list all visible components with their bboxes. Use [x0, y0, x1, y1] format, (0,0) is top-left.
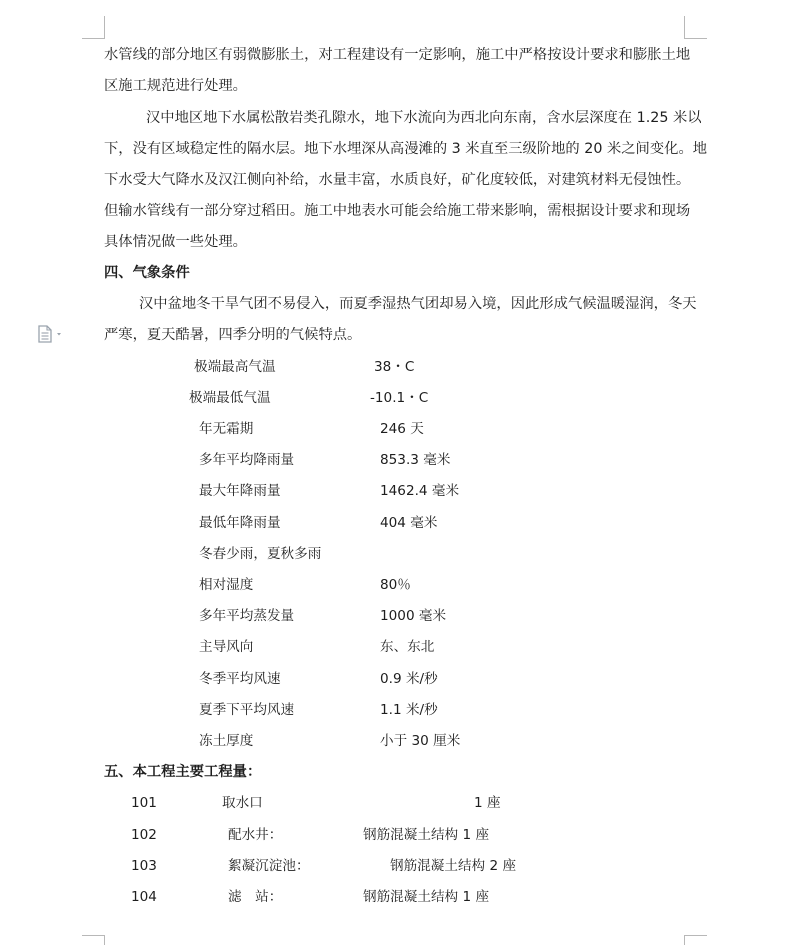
work-detail: 钢筋混凝土结构 1 座: [363, 827, 490, 843]
climate-value: -10.1・C: [370, 390, 429, 406]
climate-value: 38・C: [374, 359, 415, 375]
crop-mark-bottom-left-h: [82, 935, 105, 936]
climate-value: 0.9 米/秒: [380, 671, 438, 687]
climate-value: 东、东北: [380, 639, 435, 655]
crop-mark-top-left-v: [104, 16, 105, 38]
climate-label: 极端最低气温: [189, 390, 271, 406]
work-name: 滤 站：: [228, 889, 283, 905]
paragraph-line: 区施工规范进行处理。: [104, 78, 247, 94]
paragraph-line: 下，没有区域稳定性的隔水层。地下水埋深从高漫滩的 3 米直至三级阶地的 20 米之间变化。地: [104, 141, 708, 157]
work-name: 配水井：: [228, 827, 283, 843]
crop-mark-bottom-left-v: [104, 935, 105, 945]
crop-mark-bottom-right-h: [684, 935, 707, 936]
climate-label: 多年平均蒸发量: [199, 608, 295, 624]
paragraph-line: 但输水管线有一部分穿过稻田。施工中地表水可能会给施工带来影响，需根据设计要求和现场: [104, 203, 691, 219]
climate-value: 80％: [380, 577, 411, 593]
crop-mark-top-left-h: [82, 38, 105, 39]
climate-label: 多年平均降雨量: [199, 452, 295, 468]
work-name: 取水口: [222, 795, 263, 811]
climate-label: 冻土厚度: [199, 733, 254, 749]
work-code: 101: [131, 795, 157, 811]
climate-label: 相对湿度: [199, 577, 254, 593]
paragraph-line: 下水受大气降水及汉江侧向补给，水量丰富，水质良好，矿化度较低，对建筑材料无侵蚀性。: [104, 172, 691, 188]
climate-label: 主导风向: [199, 639, 254, 655]
paragraph-line: 水管线的部分地区有弱微膨胀土，对工程建设有一定影响，施工中严格按设计要求和膨胀土地: [104, 47, 691, 63]
paragraph-line: 汉中盆地冬干旱气团不易侵入，而夏季湿热气团却易入境，因此形成气候温暖湿润，冬天: [139, 296, 697, 312]
climate-label: 极端最高气温: [194, 359, 276, 375]
paragraph-line: 汉中地区地下水属松散岩类孔隙水，地下水流向为西北向东南，含水层深度在 1.25 米以: [146, 110, 702, 126]
work-code: 103: [131, 858, 157, 874]
section-heading-works: 五、本工程主要工程量：: [104, 764, 262, 780]
climate-value: 404 毫米: [380, 515, 438, 531]
paragraph-line: 严寒，夏天酷暑，四季分明的气候特点。: [104, 327, 362, 343]
climate-label: 年无霜期: [199, 421, 254, 437]
climate-value: 1462.4 毫米: [380, 483, 460, 499]
climate-label: 最低年降雨量: [199, 515, 281, 531]
work-code: 104: [131, 889, 157, 905]
section-heading-climate: 四、气象条件: [104, 265, 190, 281]
work-detail: 1 座: [474, 795, 501, 811]
crop-mark-top-right-v: [684, 16, 685, 38]
climate-label: 冬春少雨，夏秋多雨: [199, 546, 322, 562]
work-name: 絮凝沉淀池：: [228, 858, 310, 874]
work-code: 102: [131, 827, 157, 843]
document-dropdown-icon[interactable]: [37, 325, 65, 343]
crop-mark-top-right-h: [684, 38, 707, 39]
paragraph-line: 具体情况做一些处理。: [104, 234, 247, 250]
work-detail: 钢筋混凝土结构 2 座: [390, 858, 517, 874]
climate-label: 最大年降雨量: [199, 483, 281, 499]
climate-value: 853.3 毫米: [380, 452, 451, 468]
work-detail: 钢筋混凝土结构 1 座: [363, 889, 490, 905]
climate-value: 小于 30 厘米: [380, 733, 461, 749]
climate-value: 1000 毫米: [380, 608, 447, 624]
climate-label: 冬季平均风速: [199, 671, 281, 687]
climate-label: 夏季下平均风速: [199, 702, 295, 718]
crop-mark-bottom-right-v: [684, 935, 685, 945]
climate-value: 246 天: [380, 421, 424, 437]
climate-value: 1.1 米/秒: [380, 702, 438, 718]
